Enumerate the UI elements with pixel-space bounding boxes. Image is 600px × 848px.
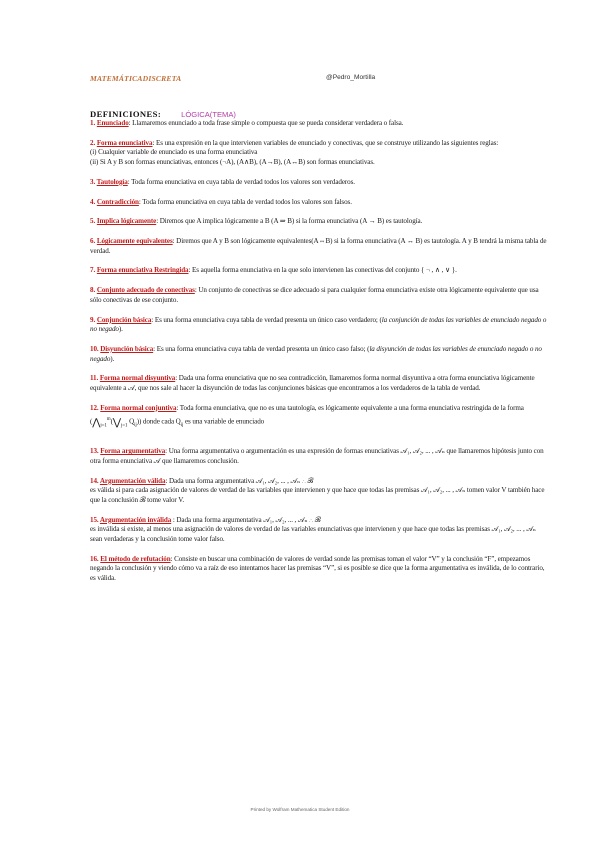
subject-title: MATEMÁTICADISCRETA: [90, 74, 182, 83]
def-number: 3: [90, 177, 94, 186]
definition-item: 9. Conjunción básica: Es una forma enunciativa cuya tabla de verdad presenta un único caso verdadero; (la conjunción de todas las variables de enunciado negado o no negado).: [90, 315, 547, 334]
def-body: : Dada una forma enunciativa que no sea contradicción, llamaremos forma normal disyuntiva a otra forma enunciativa lógicamente equivalente a 𝒜, que nos sale al hacer la disyunción de todas las conjunciones básicas que encontramos a los verdaderos de la tabla de verdad.: [90, 374, 535, 392]
definition-item: 8. Conjunto adecuado de conectivas: Un conjunto de conectivas se dice adecuado si para cualquier forma enunciativa existe otra lógicamente equivalente que usa sólo conectivas de ese conjunto.: [90, 286, 539, 304]
definition-item: 1. Enunciado: Llamaremos enunciado a toda frase simple o compuesta que se pueda considerar verdadera o falsa.: [90, 119, 404, 127]
def-rule-i: (i) Cualquier variable de enunciado es una forma enunciativa: [90, 148, 258, 157]
definition-item: 5. Implica lógicamente: Diremos que A implica lógicamente a B (A ⇒ B) si la forma enunciativa (A → B) es tautología.: [90, 217, 423, 226]
def-body: : Es una forma enunciativa cuya tabla de verdad presenta un único caso verdadero; (: [151, 315, 382, 324]
big-or-symbol: ⋁: [112, 417, 121, 429]
def-number: 9: [90, 315, 94, 324]
definition-item: 10. Disyunción básica: Es una forma enunciativa cuya tabla de verdad presenta un único caso falso; (la disyunción de todas las variables de enunciado negado o no negado).: [90, 345, 542, 363]
definitions-heading: DEFINICIONES:: [90, 109, 162, 119]
def-body: : Es aquella forma enunciativa en la que solo intervienen las conectivas del conjunto { ¬ , ∧ , ∨ }.: [188, 266, 457, 275]
definition-item: 4. Contradicción: Toda forma enunciativa en cuya tabla de verdad todos los valores son falsos.: [90, 197, 352, 206]
def-term: Enunciado: [96, 119, 129, 127]
definition-item: 2. Forma enunciativa: Es una expresión en la que intervienen variables de enunciado y conectivas, que se construye utilizando las siguientes reglas: (i) Cualquier variable de enunciado es una forma enunciativa (ii) Si A y B son formas enunciativas, entonces (¬A), (A∧B), (A→B), (A↔B) son formas enunciativas.: [90, 138, 499, 166]
definition-item: 15. Argumentación inválida : Dada una forma argumentativa 𝒜₁, 𝒜₂, ... , 𝒜ₙ ∴ ℬ es inválida si existe, al menos una asignación de valores de verdad de las variables enunciativas que intervienen y que hace que todas las premisas 𝒜₁, 𝒜₂, ... , 𝒜ₙ sean verdaderas y la conclusión tome valor falso.: [90, 515, 536, 543]
def-number: 10: [90, 345, 97, 353]
def-term: Forma normal conjuntiva: [100, 403, 177, 412]
def-term: Forma enunciativa: [96, 138, 153, 147]
q-var: Q: [129, 417, 135, 426]
definition-item: 13. Forma argumentativa: Una forma argumentativa o argumentación es una expresión de formas enunciativas 𝒜₁, 𝒜₂, ... , 𝒜ₙ que llamaremos hipótesis junto con otra forma enunciativa 𝒜 que llamaremos conclusión.: [90, 447, 544, 465]
formula-text-sub: ij: [180, 423, 184, 429]
and-upper: m: [106, 417, 111, 423]
def-tail: ).: [110, 354, 115, 363]
def-number: 11: [90, 374, 97, 383]
def-body: : Llamaremos enunciado a toda frase simple o compuesta que se pueda considerar verdadera o falsa.: [128, 119, 404, 127]
def-term: El método de refutación: [100, 554, 171, 563]
def-term: Argumentación inválida: [99, 515, 172, 524]
def-body: : Dada una forma argumentativa 𝒜₁, 𝒜₂, ... , 𝒜ₙ ∴ ℬ: [165, 476, 314, 485]
topic-heading: LÓGICA(TEMA): [181, 110, 236, 119]
page-header: [90, 74, 530, 88]
def-term: Conjunto adecuado de conectivas: [96, 286, 195, 295]
definition-item: 3. Tautología: Toda forma enunciativa en cuya tabla de verdad todos los valores son verdaderos.: [90, 177, 355, 186]
or-index: j=1: [120, 423, 128, 429]
def-body: : Es una expresión en la que intervienen variables de enunciado y conectivas, que se construye utilizando las siguientes reglas:: [152, 138, 499, 147]
def-term: Contradicción: [96, 197, 139, 206]
def-body: : Toda forma enunciativa en cuya tabla de verdad todos los valores son falsos.: [138, 197, 352, 206]
def-body: : Diremos que A y B son lógicamente equivalentes(A⇔B) si la forma enunciativa (A ↔ B) es tautología. A y B tendrá la misma tabla de verdad.: [90, 237, 547, 255]
author-handle: @Pedro_Mortilla: [326, 74, 376, 81]
definition-item: 14. Argumentación válida: Dada una forma argumentativa 𝒜₁, 𝒜₂, ... , 𝒜ₙ ∴ ℬ es válida si para cada asignación de valores de verdad de las variables que intervienen y que hace que todas las premisas 𝒜₁, 𝒜₂, ... , 𝒜ₙ tomen valor V también hace que la conclusión ℬ tome valor V.: [90, 476, 545, 504]
definition-item: 12. Forma normal conjuntiva: Toda forma enunciativa, que no es una tautología, es lógicamente equivalente a una forma enunciativa restringida de la forma ($⋀_{i=1}^m(⋁_{j=1}$ $Q_{ij}$)) donde cada $Q_{ij}$ es una variable de enunciado: [90, 404, 548, 432]
def-number: 7: [90, 266, 94, 275]
def-body: : Un conjunto de conectivas se dice adecuado si para cualquier forma enunciativa existe otra lógicamente equivalente que usa sólo conectivas de ese conjunto.: [90, 286, 539, 304]
def-body: : Diremos que A implica lógicamente a B (A ⇒ B) si la forma enunciativa (A → B) es tautología.: [156, 217, 423, 226]
def-number: 5: [90, 217, 94, 226]
def-number: 1: [90, 119, 94, 127]
definition-item: 6. Lógicamente equivalentes: Diremos que A y B son lógicamente equivalentes(A⇔B) si la forma enunciativa (A ↔ B) es tautología. A y B tendrá la misma tabla de verdad.: [90, 237, 547, 255]
def-term: Forma enunciativa Restringida: [96, 266, 189, 275]
def-number: 16: [90, 554, 97, 563]
definition-item: 11. Forma normal disyuntiva: Dada una forma enunciativa que no sea contradicción, llamaremos forma normal disyuntiva a otra forma enunciativa lógicamente equivalente a 𝒜, que nos sale al hacer la disyunción de todas las conjunciones básicas que encontramos a los verdaderos de la tabla de verdad.: [90, 374, 535, 392]
definitions-list: [90, 119, 548, 594]
def-term: Tautología: [96, 177, 128, 186]
definition-item: 16. El método de refutación: Consiste en buscar una combinación de valores de verdad sonde las premisas toman el valor “V” y la conclusión “F”, empezamos negando la conclusión y viendo cómo va a raíz de eso intentamos hacer las premisas “V”, si es posible se dice que la forma argumentativa es inválida, de lo contrario, es válida.: [90, 554, 545, 582]
def-term: Argumentación válida: [99, 476, 166, 485]
cnf-formula: ($⋀_{i=1}^m(⋁_{j=1}$ $Q_{ij}$)) donde cada $Q_{ij}$ es una variable de enunciado: [90, 417, 265, 429]
def-term: Disyunción básica: [100, 345, 154, 353]
def-body: : Consiste en buscar una combinación de valores de verdad sonde las premisas toman el valor “V” y la conclusión “F”, empezamos negando la conclusión y viendo cómo va a raíz de eso intentamos hacer las premisas “V”, si es posible se dice que la forma argumentativa es inválida, de lo contrario, es válida.: [90, 554, 545, 582]
def-body: : Toda forma enunciativa en cuya tabla de verdad todos los valores son verdaderos.: [127, 177, 355, 186]
def-term: Forma normal disyuntiva: [99, 374, 176, 383]
def-number: 2: [90, 138, 94, 147]
def-tail: ).: [118, 325, 123, 334]
def-body: : Toda forma enunciativa, que no es una tautología, es lógicamente equivalente a una forma enunciativa restringida de la forma: [176, 403, 524, 412]
def-continuation: es válida si para cada asignación de valores de verdad de las variables que intervienen y que hace que todas las premisas 𝒜₁, 𝒜₂, ... , 𝒜ₙ tomen valor V también hace que la conclusión ℬ tome valor V.: [90, 486, 545, 504]
def-number: 13: [90, 447, 97, 456]
def-rule-ii: (ii) Si A y B son formas enunciativas, entonces (¬A), (A∧B), (A→B), (A↔B) son formas enunciativas.: [90, 157, 375, 166]
and-index: i=1: [100, 423, 107, 429]
def-continuation: es inválida si existe, al menos una asignación de valores de verdad de las variables enunciativas que intervienen y que hace que todas las premisas 𝒜₁, 𝒜₂, ... , 𝒜ₙ sean verdaderas y la conclusión tome valor falso.: [90, 525, 536, 543]
def-number: 4: [90, 197, 94, 206]
definition-item: 7. Forma enunciativa Restringida: Es aquella forma enunciativa en la que solo intervienen las conectivas del conjunto { ¬ , ∧ , ∨ }.: [90, 266, 457, 275]
q-sub: ij: [134, 423, 137, 429]
def-number: 15: [90, 515, 97, 524]
def-term: Lógicamente equivalentes: [96, 237, 173, 246]
def-italic-note: la conjunción de todas las variables de enunciado negado o no negado: [90, 315, 547, 334]
formula-tail: es una variable de enunciado: [183, 417, 265, 426]
print-footer: Printed by Wolfram Mathematica Student Edition: [250, 807, 350, 812]
def-number: 8: [90, 286, 94, 295]
def-number: 12: [90, 403, 97, 412]
big-and-symbol: ⋀: [92, 417, 101, 429]
def-term: Forma argumentativa: [100, 447, 166, 456]
def-body: : Dada una forma argumentativa 𝒜₁, 𝒜₂, ... , 𝒜ₙ ∴ ℬ: [171, 515, 321, 524]
def-number: 6: [90, 237, 94, 246]
def-body: : Es una forma enunciativa cuya tabla de verdad presenta un único caso falso; (: [153, 345, 370, 353]
def-body: : Una forma argumentativa o argumentación es una expresión de formas enunciativas 𝒜₁, 𝒜₂, ... , 𝒜ₙ que llamaremos hipótesis junto con otra forma enunciativa 𝒜 que llamaremos conclusión.: [90, 447, 544, 465]
formula-text: donde cada Q: [142, 417, 181, 426]
def-italic-note: la disyunción de todas las variables de enunciado negado o no negado: [90, 345, 542, 363]
def-term: Conjunción básica: [96, 315, 152, 324]
def-number: 14: [90, 476, 97, 485]
def-term: Implica lógicamente: [96, 217, 157, 226]
